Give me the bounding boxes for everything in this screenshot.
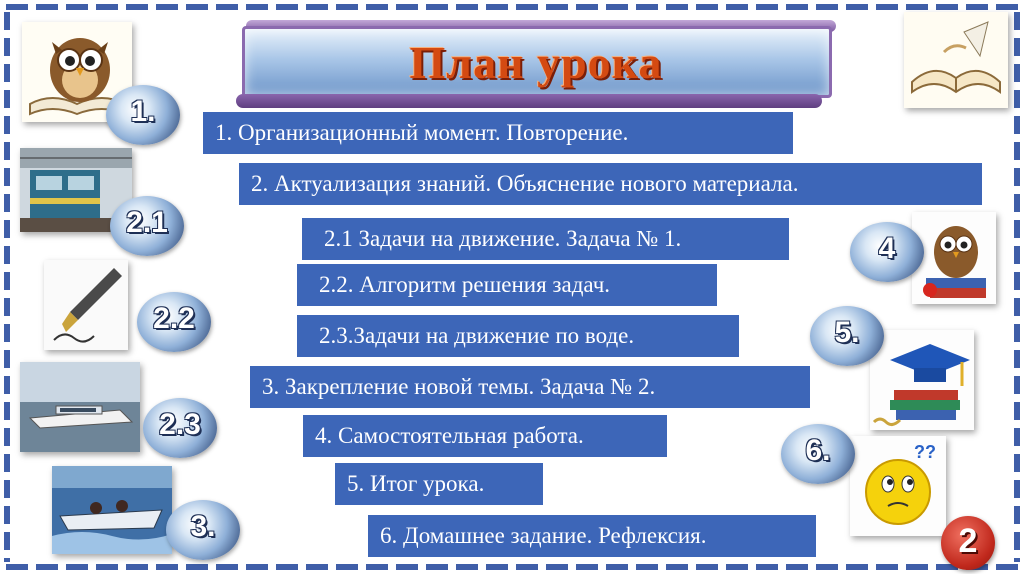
svg-text:??: ?? — [914, 442, 936, 462]
title-scroll — [236, 20, 836, 108]
page-title: План урока — [409, 37, 663, 88]
disc-2-2: 2.2 — [137, 292, 211, 352]
disc-2-3: 2.3 — [143, 398, 217, 458]
disc-6: 6. — [781, 424, 855, 484]
owl-books-icon — [912, 212, 996, 304]
open-book-icon — [904, 12, 1008, 108]
plan-item-2-1[interactable]: 2.1 Задачи на движение. Задача № 1. — [302, 218, 789, 260]
disc-1: 1. — [106, 85, 180, 145]
frame-bottom — [6, 564, 1018, 570]
disc-5: 5. — [810, 306, 884, 366]
plan-item-1[interactable]: 1. Организационный момент. Повторение. — [203, 112, 793, 154]
plan-item-4[interactable]: 4. Самостоятельная работа. — [303, 415, 667, 457]
plan-item-3[interactable]: 3. Закрепление новой темы. Задача № 2. — [250, 366, 810, 408]
page-number-badge — [941, 516, 995, 570]
plan-item-2[interactable]: 2. Актуализация знаний. Объяснение нового материала. — [239, 163, 982, 205]
thinking-smiley-icon — [850, 436, 946, 536]
page-number: 2 — [958, 522, 978, 560]
disc-2-1: 2.1 — [110, 196, 184, 256]
frame-top — [6, 4, 1018, 10]
plan-item-6[interactable]: 6. Домашнее задание. Рефлексия. — [368, 515, 816, 557]
fountain-pen-icon — [44, 260, 128, 350]
disc-3: 3. — [166, 500, 240, 560]
motorboat-photo — [52, 466, 172, 554]
plan-item-2-2[interactable]: 2.2. Алгоритм решения задач. — [297, 264, 717, 306]
frame-left — [4, 12, 10, 562]
frame-right — [1014, 12, 1020, 562]
graduation-cap-books-icon — [870, 330, 974, 430]
hydrofoil-photo — [20, 362, 140, 452]
disc-4: 4 — [850, 222, 924, 282]
plan-item-2-3[interactable]: 2.3.Задачи на движение по воде. — [297, 315, 739, 357]
plan-item-5[interactable]: 5. Итог урока. — [335, 463, 543, 505]
